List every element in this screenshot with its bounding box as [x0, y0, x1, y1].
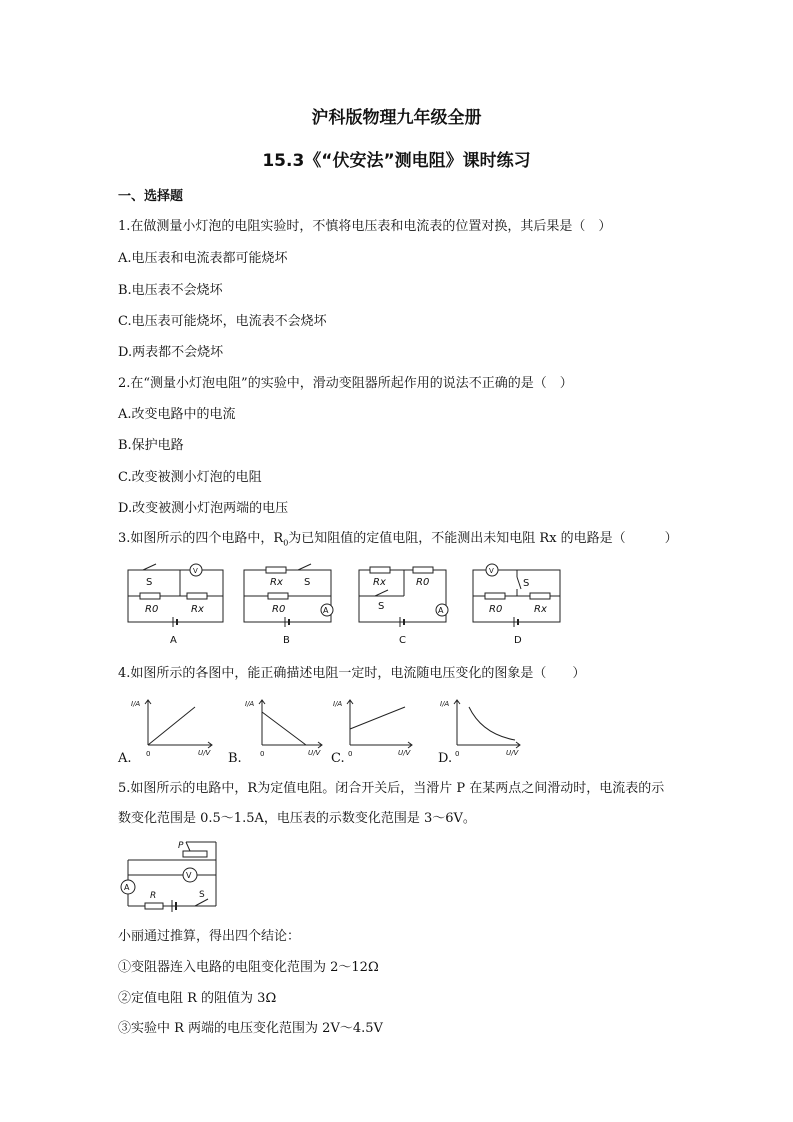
circuit-a — [128, 564, 223, 627]
page-title: 沪科版物理九年级全册 — [311, 108, 482, 128]
circuit-b — [244, 564, 333, 627]
graph-xlabel: U/V — [506, 749, 519, 757]
section-title: 一、选择题 — [118, 189, 184, 204]
graph-xlabel: U/V — [198, 749, 211, 757]
graph-origin: 0 — [455, 750, 460, 758]
slider-icon — [186, 842, 190, 851]
label-r0: R0 — [416, 577, 430, 588]
q5-stem-line1: 5.如图所示的电路中，R为定值电阻。闭合开关后，当滑片 P 在某两点之间滑动时，电流表的示 — [118, 781, 665, 796]
q4-option-d: D. — [438, 751, 453, 766]
q4-stem: 4.如图所示的各图中，能正确描述电阻一定时，电流随电压变化的图象是（ ） — [118, 666, 586, 681]
graph-xlabel: U/V — [308, 749, 321, 757]
label-s: S — [378, 601, 385, 612]
q4-option-b: B. — [228, 751, 242, 766]
graph-c — [347, 700, 412, 748]
label-v: V — [193, 567, 198, 575]
rheostat-icon — [183, 851, 207, 857]
label-v: V — [489, 567, 494, 575]
q1-option-a: A.电压表和电流表都可能烧坏 — [118, 251, 288, 266]
graph-origin: 0 — [146, 750, 151, 758]
graph-origin: 0 — [260, 750, 265, 758]
graph-b — [259, 700, 322, 748]
resistor-icon — [187, 593, 207, 599]
label-r0: R0 — [145, 604, 159, 615]
label-c: C — [399, 635, 406, 646]
q2-option-a: A.改变电路中的电流 — [118, 407, 236, 422]
graph-d — [454, 700, 520, 748]
label-ammeter: A — [124, 883, 130, 892]
label-s: S — [304, 577, 311, 588]
resistor-icon — [145, 903, 163, 909]
graph-ylabel: I/A — [245, 700, 255, 708]
graph-xlabel: U/V — [398, 749, 411, 757]
q2-option-c: C.改变被测小灯泡的电阻 — [118, 470, 262, 485]
q4-option-a: A. — [118, 751, 132, 766]
q5-conclusion-2: ②定值电阻 R 的阻值为 3Ω — [118, 991, 277, 1006]
label-d: D — [514, 635, 522, 646]
q2-option-d: D.改变被测小灯泡两端的电压 — [118, 501, 289, 516]
label-rx: Rx — [191, 604, 204, 615]
label-r: R — [150, 891, 157, 901]
q4-option-c: C. — [331, 751, 345, 766]
label-ammeter: A — [323, 606, 329, 615]
q3-stem-part: 3.如图所示的四个电路中，R — [118, 531, 284, 546]
resistor-icon — [485, 593, 505, 599]
q5-stem-line2: 数变化范围是 0.5～1.5A，电压表的示数变化范围是 3～6V。 — [118, 811, 476, 826]
resistor-icon — [140, 593, 160, 599]
q1-option-c: C.电压表可能烧坏，电流表不会烧坏 — [118, 314, 327, 329]
graph-ylabel: I/A — [333, 700, 343, 708]
circuit-c — [359, 567, 448, 627]
label-a: A — [170, 635, 177, 646]
switch-icon — [517, 577, 521, 589]
q5-intro: 小丽通过推算，得出四个结论： — [118, 929, 301, 944]
switch-icon — [143, 564, 156, 570]
label-s: S — [523, 578, 530, 589]
q3-stem-subscript: 0 — [283, 538, 289, 548]
label-s: S — [199, 890, 205, 900]
resistor-icon — [370, 567, 390, 573]
q5-conclusion-3: ③实验中 R 两端的电压变化范围为 2V～4.5V — [118, 1021, 383, 1036]
switch-icon — [195, 899, 208, 906]
q1-option-b: B.电压表不会烧坏 — [118, 283, 223, 298]
label-r0: R0 — [489, 604, 503, 615]
q2-option-b: B.保护电路 — [118, 438, 184, 453]
switch-icon — [375, 590, 388, 596]
resistor-icon — [413, 567, 433, 573]
resistor-icon — [266, 567, 286, 573]
circuit-d — [473, 564, 560, 627]
q1-option-d: D.两表都不会烧坏 — [118, 345, 224, 360]
page-subtitle: 15.3《“伏安法”测电阻》课时练习 — [262, 151, 531, 171]
graph-ylabel: I/A — [131, 700, 141, 708]
switch-icon — [298, 564, 311, 570]
label-v: V — [186, 871, 192, 880]
label-s: S — [146, 577, 153, 588]
label-p: P — [178, 841, 184, 851]
label-rx: Rx — [270, 577, 283, 588]
label-r0: R0 — [272, 604, 286, 615]
graph-ylabel: I/A — [440, 700, 450, 708]
label-rx: Rx — [534, 604, 547, 615]
q1-stem: 1.在做测量小灯泡的电阻实验时，不慎将电压表和电流表的位置对换，其后果是（ ） — [118, 219, 612, 234]
graph-origin: 0 — [348, 750, 353, 758]
q2-stem: 2.在“测量小灯泡电阻”的实验中，滑动变阻器所起作用的说法不正确的是（ ） — [118, 376, 573, 391]
graph-a — [145, 700, 212, 748]
resistor-icon — [530, 593, 550, 599]
label-b: B — [283, 635, 290, 646]
label-ammeter: A — [438, 606, 444, 615]
q5-conclusion-1: ①变阻器连入电路的电阻变化范围为 2～12Ω — [118, 960, 379, 975]
circuit-q5 — [121, 842, 216, 912]
resistor-icon — [268, 593, 288, 599]
q3-stem-part: 为已知阻值的定值电阻，不能测出未知电阻 Rx 的电路是（ ） — [288, 531, 678, 546]
label-rx: Rx — [373, 577, 386, 588]
